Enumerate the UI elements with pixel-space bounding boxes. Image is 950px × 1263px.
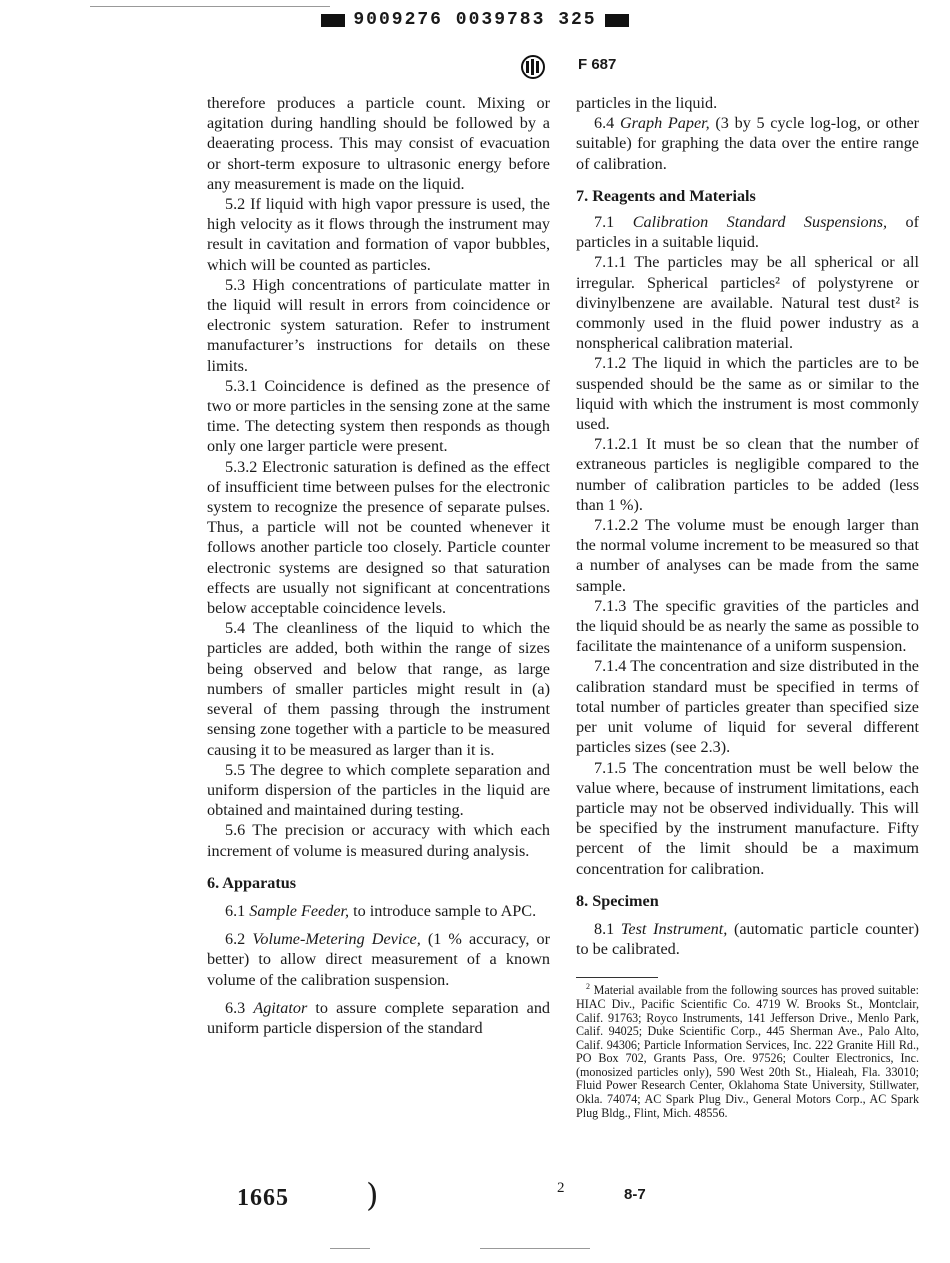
astm-logo-icon (520, 54, 546, 85)
paragraph (207, 901, 550, 921)
footnote-marker: 2 (586, 982, 590, 992)
clause-term: Sample Feeder, (249, 901, 350, 920)
paragraph: 7.1.2 The liquid in which the particles are to be suspended should be the same as or similar to the liquid with which the instrument is most commonly used. (576, 354, 919, 434)
barcode-block-right (605, 14, 629, 27)
clause-number: 8.1 (594, 919, 615, 938)
clause-number: 6.4 (594, 114, 615, 133)
footnote-rule (576, 977, 658, 978)
barcode-block-left (321, 14, 345, 27)
section-heading: 6. Apparatus (207, 873, 297, 892)
paragraph: 5.6 The precision or accuracy with which each increment of volume is measured during analysis. (207, 821, 550, 860)
scan-bracket: ) (366, 1176, 379, 1214)
clause-text: (automatic particle counter) to be calibrated. (576, 919, 920, 959)
clause-number: 7.1 (594, 213, 615, 232)
paragraph: 5.5 The degree to which complete separation and uniform dispersion of the particles in the liquid are obtained and maintained during testing. (207, 760, 550, 820)
paragraph: 5.2 If liquid with high vapor pressure is used, the high velocity as it flows through the instrument may result in cavitation and formation of vapor bubbles, which will be counted as particles. (207, 195, 550, 274)
clause-term: Volume-Metering Device, (252, 930, 421, 949)
barcode-text: 9009276 0039783 325 (353, 10, 597, 30)
left-column (207, 93, 550, 1038)
clause-term: Test Instrument, (620, 919, 728, 938)
paragraph: 5.3 High concentrations of particulate matter in the liquid will result in errors from coincidence or electronic system saturation. Refer to instrument manufacturer’s instructions for details on these limits. (207, 275, 550, 375)
clause-term: Agitator (253, 998, 308, 1017)
paragraph (207, 929, 550, 990)
footnote-text: Material available from the following sources has proved suitable: HIAC Div., Pacific Scientific Co. 4719 W. Brooks St., Montclair, Calif. 91763; Royco Instruments, 141 Jefferson Drive., Menlo Park, Calif. 94025; Duke Scientific Corp., 445 Sherman Ave., Palo Alto, Calif. 94306; Particle Information Services, Inc. 222 Granite Hill Rd., PO Box 702, Grants Pass, Ore. 97526; Coulter Electronics, Inc. (monosized particles only), 590 West 20th St., Hialeah, Fla. 33010; Fluid Power Research Center, Oklahoma State University, Stillwater, Okla. 74074; AC Spark Plug Div., General Motors Corp., AC Spark Plug Bldg., Flint, Mich. 48556. (576, 983, 919, 1120)
paragraph (207, 998, 550, 1038)
paragraph: 5.3.1 Coincidence is defined as the presence of two or more particles in the sensing zone at the same time. The detecting system then responds as though only one larger particle were present. (207, 376, 550, 456)
barcode (0, 10, 950, 30)
clause-text: to assure complete separation and uniform particle dispersion of the standard (207, 998, 551, 1037)
document-number: 1665 (237, 1185, 289, 1211)
paragraph (576, 113, 919, 174)
page-number: 2 (557, 1180, 565, 1196)
paragraph: 5.3.2 Electronic saturation is defined as the effect of insufficient time between pulses for the electronic system to recognize the presence of separate pulses. Thus, a particle will not be counted whenever it follows another particle too closely. Particle counter electronic systems are designed so that saturation effects are usually not significant at concentrations below acceptable coincidence levels. (207, 457, 550, 618)
clause-number: 6.3 (225, 998, 246, 1017)
paragraph: 7.1.1 The particles may be all spherical or all irregular. Spherical particles² of polystyrene or divinylbenzene are available. Natural test dust² is commonly used in the fluid power industry as a nonspherical calibration material. (576, 253, 919, 353)
section-heading: 8. Specimen (576, 891, 659, 910)
clause-text: of particles in a suitable liquid. (576, 213, 920, 252)
paragraph (576, 919, 919, 959)
paragraph: 5.4 The cleanliness of the liquid to which the particles are added, both within the range of sizes being observed and below that range, as large numbers of smaller particles might result in (a) several of them passing through the instrument sensing zone together with a particle to be measured causing it to be measured as larger than it is. (207, 619, 550, 759)
right-column (576, 93, 919, 1120)
paragraph: 7.1.4 The concentration and size distributed in the calibration standard must be specified in terms of total number of particles greater than specified size per unit volume of liquid for several different particles sizes (see 2.3). (576, 657, 919, 757)
paragraph (576, 212, 919, 252)
paragraph: 7.1.2.2 The volume must be enough larger than the normal volume increment to be measured so that a number of analyses can be made from the same sample. (576, 516, 919, 595)
clause-text: to introduce sample to APC. (353, 901, 537, 920)
standard-designation: F 687 (578, 56, 617, 73)
footnote (576, 984, 919, 1120)
right-column-body (576, 93, 919, 959)
paragraph: 7.1.2.1 It must be so clean that the number of extraneous particles is negligible compared to the number of calibration particles to be added (less than 1 %). (576, 435, 919, 514)
paragraph: particles in the liquid. (576, 94, 718, 112)
paragraph: 7.1.5 The concentration must be well below the value where, because of instrument limitations, each particle may not be observed individually. This will be specified by the instrument manufacture. Fifty percent of the limit should be a maximum concentration for calibration. (576, 758, 919, 878)
clause-term: Calibration Standard Suspensions, (632, 213, 888, 232)
section-heading: 7. Reagents and Materials (576, 186, 756, 205)
clause-number: 6.2 (225, 930, 246, 949)
clause-text: (3 by 5 cycle log-log, or other suitable) for graphing the data over the entire range of calibration. (576, 114, 920, 173)
clause-term: Graph Paper, (619, 114, 710, 133)
clause-text: (1 % accuracy, or better) to allow direct measurement of a known volume of the calibration suspension. (207, 930, 551, 989)
handwritten-mark: 8-7 (624, 1186, 646, 1203)
clause-number: 6.1 (225, 901, 246, 920)
paragraph: 7.1.3 The specific gravities of the particles and the liquid should be as nearly the same as possible to facilitate the maintenance of a uniform suspension. (576, 596, 919, 656)
paragraph: therefore produces a particle count. Mixing or agitation during handling should be followed by a deaerating process. This may consist of evacuation or short-term exposure to ultrasonic energy before any measurement is made on the liquid. (207, 94, 550, 193)
